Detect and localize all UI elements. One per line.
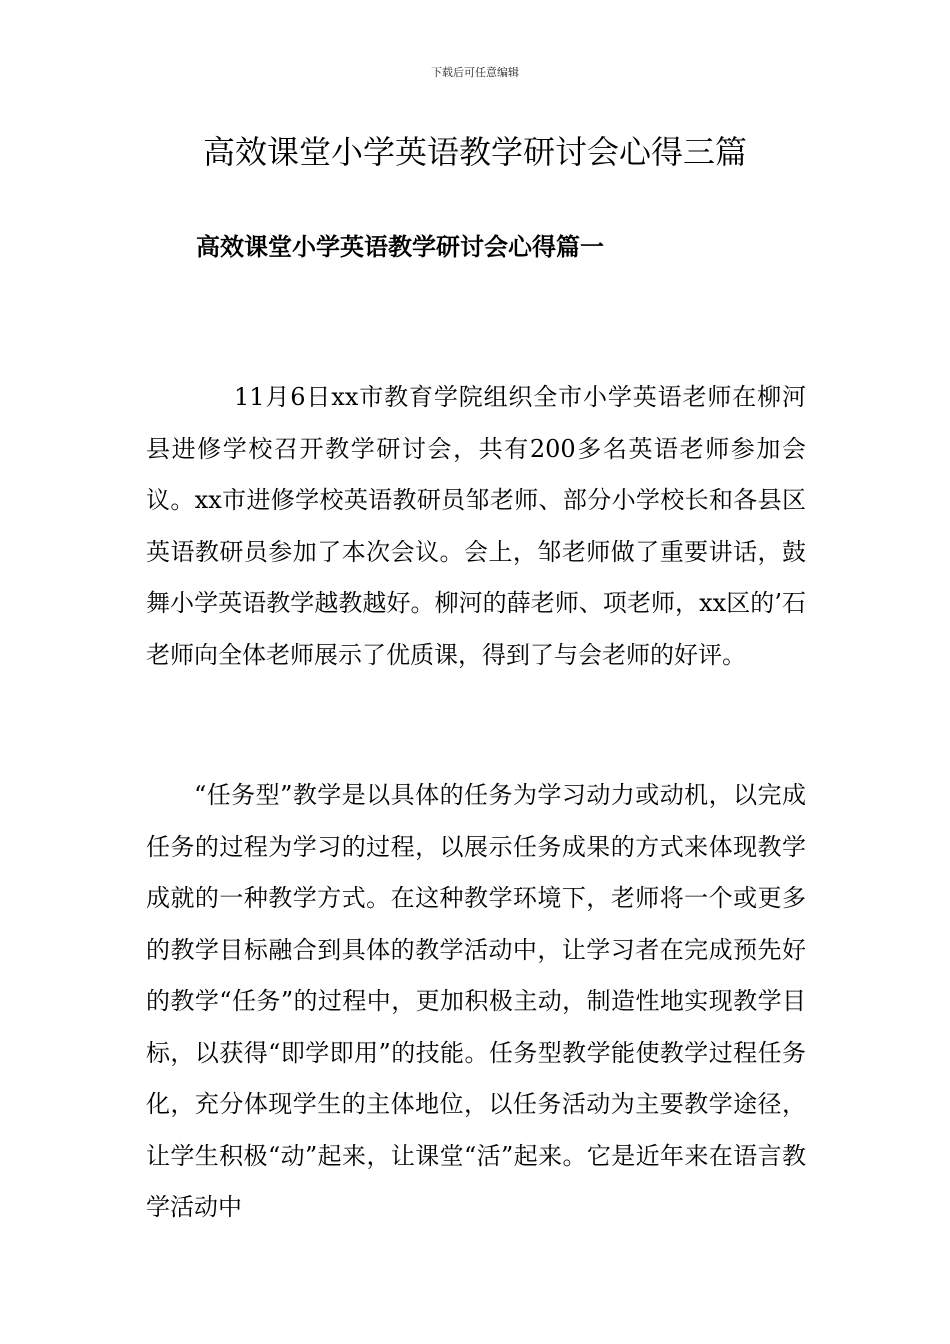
header-note: 下载后可任意编辑 <box>431 66 519 79</box>
section-title: 高效课堂小学英语教学研讨会心得篇一 <box>196 232 604 261</box>
paragraph-1: 11月6日xx市教育学院组织全市小学英语老师在柳河县进修学校召开教学研讨会，共有200多名英语老师参加会议。xx市进修学校英语教研员邹老师、部分小学校长和各县区英语教研员参加了本次会议。会上，邹老师做了重要讲话，鼓舞小学英语教学越教越好。柳河的薛老师、项老师，xx区的’石老师向全体老师展示了优质课，得到了与会老师的好评。 <box>146 383 806 669</box>
paragraph-2: “任务型”教学是以具体的任务为学习动力或动机，以完成任务的过程为学习的过程，以展示任务成果的方式来体现教学成就的一种教学方式。在这种教学环境下，老师将一个或更多的教学目标融合到具体的教学活动中，让学习者在完成预先好的教学“任务”的过程中，更加积极主动，制造性地实现教学目标，以获得“即学即用”的技能。任务型教学能使教学过程任务化，充分体现学生的主体地位，以任务活动为主要教学途径，让学生积极“动”起来，让课堂“活”起来。它是近年来在语言教学活动中 <box>146 781 806 1221</box>
document-title: 高效课堂小学英语教学研讨会心得三篇 <box>202 133 747 171</box>
